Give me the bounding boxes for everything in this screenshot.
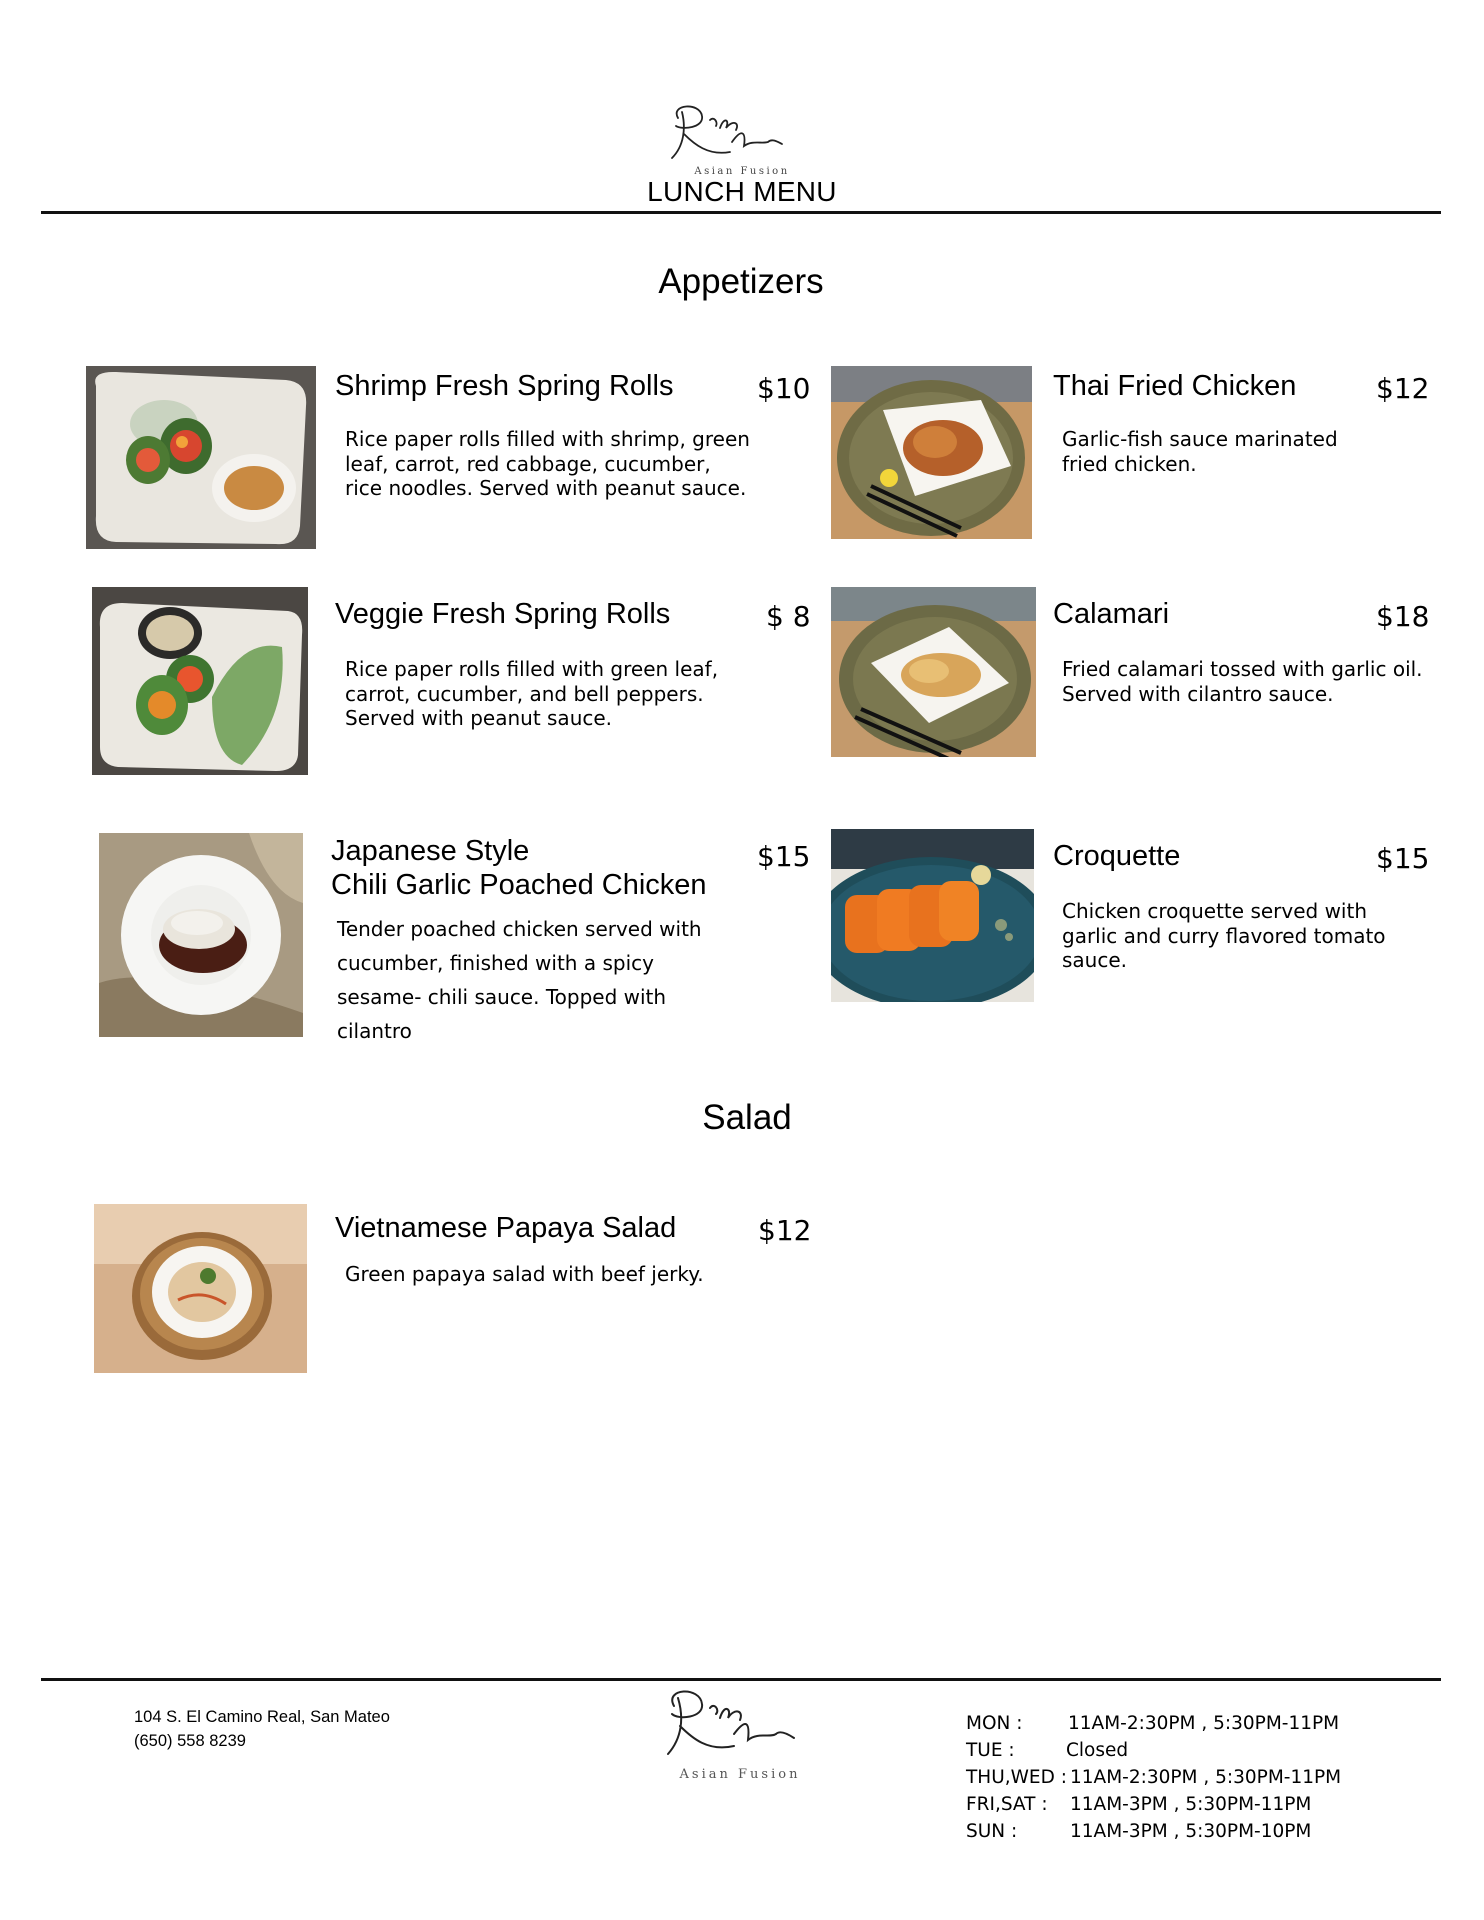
section-title-appetizers: Appetizers (658, 262, 824, 301)
item-description: Garlic-fish sauce marinated fried chicken. (1062, 427, 1338, 476)
footer-divider (41, 1678, 1441, 1681)
croquette-photo (831, 829, 1034, 1002)
hours-row (966, 1764, 1341, 1791)
hours-row (966, 1818, 1341, 1845)
hours-day: THU,WED : (966, 1767, 1067, 1788)
item-name: Chili Garlic Poached Chicken (331, 869, 707, 901)
veggie-spring-rolls-photo (92, 587, 308, 775)
footer-logo (658, 1682, 828, 1790)
shrimp-spring-rolls-photo (86, 366, 316, 549)
hours-day: TUE : (966, 1740, 1015, 1761)
hours-day: MON : (966, 1713, 1023, 1734)
section-title-salad: Salad (702, 1098, 792, 1137)
hours-time: Closed (1066, 1740, 1129, 1761)
hours-time: 11AM-2:30PM , 5:30PM-11PM (1068, 1713, 1340, 1734)
phone-number: (650) 558 8239 (134, 1732, 246, 1750)
hours-time: 11AM-2:30PM , 5:30PM-11PM (1070, 1767, 1342, 1788)
item-price: $12 (1376, 372, 1430, 405)
item-price: $18 (1376, 600, 1430, 633)
item-description: Rice paper rolls filled with green leaf, carrot, cucumber, and bell peppers. Served with peanut sauce. (345, 657, 719, 730)
svg-text:Asian Fusion: Asian Fusion (694, 166, 790, 177)
calamari-photo (831, 587, 1036, 757)
item-description: Fried calamari tossed with garlic oil. Served with cilantro sauce. (1062, 657, 1423, 706)
item-name: Veggie Fresh Spring Rolls (335, 598, 671, 630)
thai-fried-chicken-photo (831, 366, 1032, 539)
hours-row (966, 1791, 1341, 1818)
hours-day: FRI,SAT : (966, 1794, 1048, 1815)
opening-hours (966, 1710, 1341, 1845)
papaya-salad-photo (94, 1204, 307, 1373)
hours-time: 11AM-3PM , 5:30PM-10PM (1070, 1821, 1312, 1842)
item-name: Calamari (1053, 598, 1170, 630)
item-name: Shrimp Fresh Spring Rolls (335, 370, 674, 402)
chili-garlic-poached-chicken-photo (99, 833, 303, 1037)
item-price: $ 8 (766, 600, 811, 633)
header-divider (41, 211, 1441, 214)
hours-row (966, 1737, 1341, 1764)
item-price: $10 (757, 372, 811, 405)
footer-contact (134, 1705, 390, 1753)
address: 104 S. El Camino Real, San Mateo (134, 1708, 390, 1726)
item-description: Chicken croquette served with garlic and curry flavored tomato sauce. (1062, 899, 1386, 972)
item-description: Tender poached chicken served with cucumber, finished with a spicy sesame- chili sauce. Topped with cilantro (337, 917, 702, 1043)
item-price: $12 (758, 1214, 812, 1247)
item-name: Vietnamese Papaya Salad (335, 1212, 677, 1244)
hours-day: SUN : (966, 1821, 1018, 1842)
item-price: $15 (1376, 842, 1430, 875)
svg-text:Asian Fusion: Asian Fusion (679, 1767, 801, 1782)
item-name: Croquette (1053, 840, 1181, 872)
hours-time: 11AM-3PM , 5:30PM-11PM (1070, 1794, 1312, 1815)
item-description: Rice paper rolls filled with shrimp, green leaf, carrot, red cabbage, cucumber, rice noodles. Served with peanut sauce. (345, 427, 750, 500)
restaurant-logo (660, 98, 820, 186)
hours-row (966, 1710, 1341, 1737)
item-description: Green papaya salad with beef jerky. (345, 1262, 704, 1286)
item-price: $15 (757, 840, 811, 873)
item-name: Thai Fried Chicken (1053, 370, 1297, 402)
menu-title: LUNCH MENU (647, 176, 837, 207)
item-name: Japanese Style (331, 835, 530, 867)
